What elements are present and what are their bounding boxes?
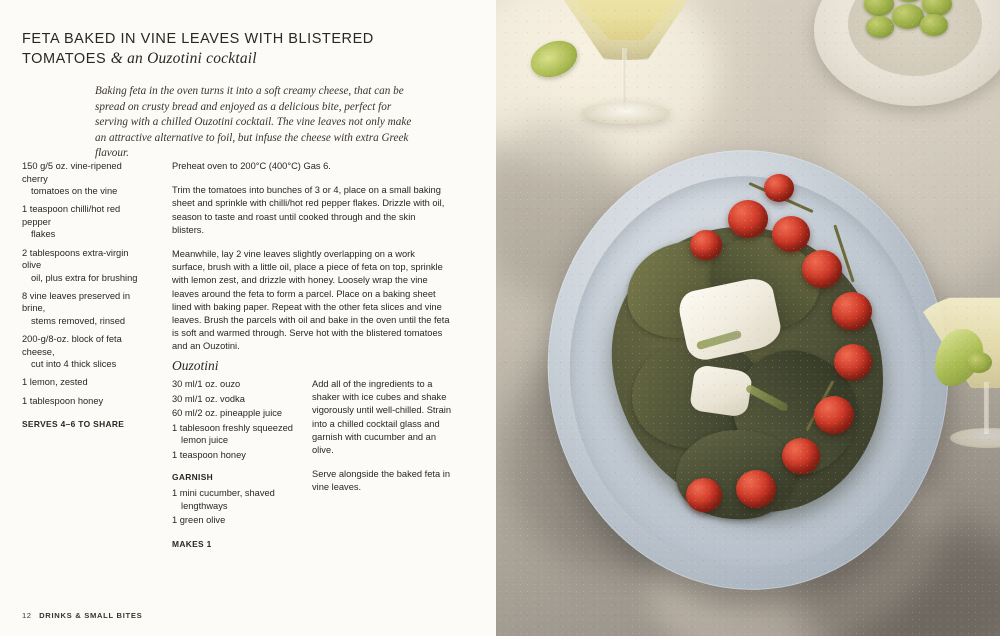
- cherry-tomato: [782, 438, 820, 474]
- list-item: [172, 422, 300, 447]
- ingredient-text: 1 teaspoon honey: [172, 449, 246, 460]
- ingredient-text-cont: tomatoes on the vine: [31, 186, 118, 197]
- ingredient-text: 1 teaspoon chilli/hot red pepper: [22, 204, 121, 227]
- list-item: [22, 160, 150, 198]
- recipe-title-tomatoes: TOMATOES: [22, 51, 107, 67]
- ingredient-text: 60 ml/2 oz. pineapple juice: [172, 408, 283, 419]
- makes-label: MAKES 1: [172, 538, 212, 549]
- page-number: 12: [22, 611, 32, 620]
- olive-garnish: [966, 352, 992, 373]
- method-paragraph: Add all of the ingredients to a shaker with ice cubes and shake vigorously until well-chilled. Strain into a chilled cocktail glass and garnish with cucumber and an olive.: [312, 379, 451, 456]
- ingredient-text-cont: flakes: [31, 229, 56, 240]
- method-paragraph: Preheat oven to 200°C (400°C) Gas 6.: [172, 161, 331, 171]
- olive: [920, 14, 948, 36]
- list-item: [172, 378, 300, 391]
- list-item: [172, 487, 300, 512]
- recipe-title-line-2: [22, 49, 462, 69]
- cherry-tomato: [772, 216, 810, 252]
- ingredient-text: 150 g/5 oz. vine-ripened cherry: [22, 161, 122, 184]
- cocktail-ingredients-list: [172, 378, 300, 551]
- ingredient-text: 1 tablesoon freshly squeezed: [172, 422, 293, 433]
- page-footer: [22, 611, 142, 620]
- ingredients-list: [22, 160, 150, 431]
- recipe-title-line-1: FETA BAKED IN VINE LEAVES WITH BLISTERED: [22, 31, 374, 47]
- ingredient-text-cont: cut into 4 thick slices: [31, 359, 117, 370]
- method-paragraph: Serve alongside the baked feta in vine leaves.: [312, 469, 451, 493]
- recipe-intro: Baking feta in the oven turns it into a soft creamy cheese, that can be spread on crusty bread and enjoyed as a delicious bite, perfect for serving with a chilled Ouzotini cocktail. The vine leaves not only make an attractive alternative to foil, but infuse the cheese with extra Greek flavour.: [95, 85, 412, 160]
- cherry-tomato: [728, 200, 768, 238]
- section-label: DRINKS & SMALL BITES: [39, 611, 143, 620]
- cherry-tomato: [686, 478, 722, 512]
- baked-feta: [689, 364, 753, 418]
- glass-stem: [622, 48, 627, 110]
- ingredient-text: 1 lemon, zested: [22, 377, 88, 388]
- ingredient-text: 2 tablespoons extra-virgin olive: [22, 247, 129, 271]
- method-text: [172, 160, 450, 365]
- ingredient-text: 1 mini cucumber, shaved: [172, 488, 275, 499]
- method-paragraph: Meanwhile, lay 2 vine leaves slightly overlapping on a work surface, brush with a little oil, place a piece of feta on top, sprinkle with lemon zest, and drizzle with honey. Loosely wrap the vine leaves around the feta to form a parcel. Place on a baking sheet lined with baking paper. Repeat with the other feta slices and vine leaves. Brush the parcels with oil and bake in the oven until the feta is soft and warmed through. Serve hot with the blistered tomatoes and an Ouzotini.: [172, 249, 450, 352]
- ingredient-text-cont: lengthways: [181, 500, 228, 511]
- glass-foot: [950, 428, 1000, 448]
- ingredient-text: 30 ml/1 oz. vodka: [172, 393, 245, 404]
- ingredient-text: 8 vine leaves preserved in brine,: [22, 290, 131, 314]
- list-item: [172, 449, 300, 462]
- cherry-tomato: [834, 344, 872, 380]
- method-paragraph: Trim the tomatoes into bunches of 3 or 4, place on a small baking sheet and sprinkle with chilli/hot red pepper flakes. Drizzle with oil, season to taste and roast until cooked through and the skin blisters.: [172, 185, 445, 235]
- cocktail-heading: Ouzotini: [172, 358, 219, 373]
- ingredient-text: 200-g/8-oz. block of feta cheese,: [22, 334, 122, 357]
- cherry-tomato: [832, 292, 872, 330]
- ingredient-text-cont: lemon juice: [181, 435, 229, 446]
- serves-label: SERVES 4–6 TO SHARE: [22, 419, 125, 430]
- cherry-tomato: [736, 470, 776, 508]
- ingredient-text: 1 tablespoon honey: [22, 395, 104, 406]
- recipe-photo: [496, 0, 1000, 636]
- olive: [866, 16, 894, 38]
- list-item: [22, 290, 150, 328]
- recipe-title-subtitle: & an Ouzotini cocktail: [110, 50, 257, 67]
- list-item: [172, 514, 300, 527]
- glass-foot: [582, 102, 670, 124]
- left-text-page: [0, 0, 496, 636]
- list-item: [22, 333, 150, 371]
- list-item: [22, 203, 150, 241]
- ingredient-text: 30 ml/1 oz. ouzo: [172, 379, 241, 389]
- list-item: [172, 393, 300, 406]
- list-item: [22, 247, 150, 285]
- garnish-heading: GARNISH: [172, 471, 214, 482]
- ingredient-text-cont: oil, plus extra for brushing: [31, 272, 138, 283]
- glass-stem: [984, 382, 989, 434]
- cherry-tomato: [690, 230, 722, 260]
- ingredient-text-cont: stems removed, rinsed: [31, 316, 126, 327]
- ingredient-text: 1 green olive: [172, 515, 226, 526]
- page-title: [22, 30, 462, 69]
- cocktail-method-text: [312, 378, 458, 506]
- cherry-tomato: [814, 396, 854, 434]
- cherry-tomato: [802, 250, 842, 288]
- list-item: [22, 395, 150, 408]
- list-item: [22, 376, 150, 389]
- cherry-tomato: [764, 174, 794, 202]
- list-item: [172, 407, 300, 420]
